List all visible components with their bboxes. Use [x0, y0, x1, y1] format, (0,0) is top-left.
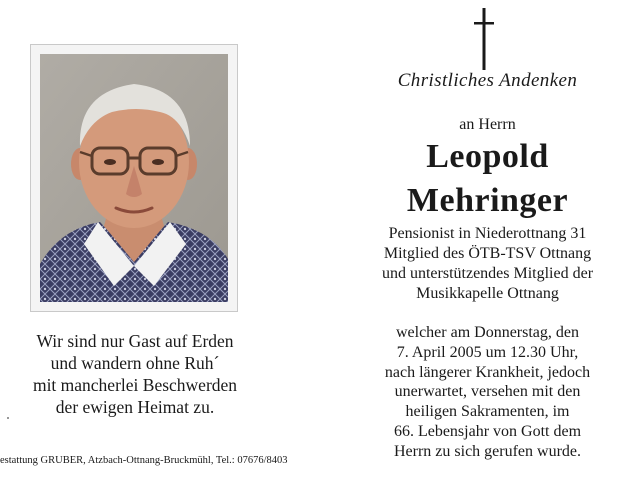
funeral-home-footer: estattung GRUBER, Atzbach-Ottnang-Bruckmühl, Tel.: 07676/8403: [0, 455, 288, 466]
announcement-line: nach längerer Krankheit, jedoch: [384, 363, 591, 381]
detail-line: Pensionist in Niederottnang 31: [388, 225, 587, 242]
announcement-line: unerwartet, versehen mit den: [394, 383, 581, 401]
announcement-line: Herrn zu sich gerufen wurde.: [393, 442, 582, 460]
card-heading: Christliches Andenken: [397, 70, 578, 91]
poem-line: und wandern ohne Ruh´: [50, 353, 220, 373]
detail-line: Musikkapelle Ottnang: [416, 285, 559, 302]
cross-icon: [472, 8, 496, 70]
poem-line: mit mancherlei Beschwerden: [32, 375, 238, 395]
biography-details: [355, 224, 620, 304]
intro-text: an Herrn: [459, 116, 516, 133]
last-name: Mehringer: [406, 182, 569, 219]
speck: [7, 417, 9, 419]
detail-line: und unterstützendes Mitglied der: [381, 265, 594, 282]
portrait-photo: [40, 54, 228, 302]
announcement-line: 7. April 2005 um 12.30 Uhr,: [396, 343, 579, 361]
death-announcement: [355, 323, 620, 462]
announcement-line: welcher am Donnerstag, den: [395, 324, 580, 341]
photo-frame: [30, 44, 238, 312]
announcement-line: heiligen Sakramenten, im: [405, 403, 570, 421]
poem-line: der ewigen Heimat zu.: [55, 397, 215, 417]
detail-line: Mitglied des ÖTB-TSV Ottnang: [383, 245, 592, 262]
poem: [6, 330, 264, 418]
poem-line: Wir sind nur Gast auf Erden: [36, 331, 234, 351]
first-name: Leopold: [426, 138, 549, 175]
announcement-line: 66. Lebensjahr von Gott dem: [393, 422, 582, 440]
